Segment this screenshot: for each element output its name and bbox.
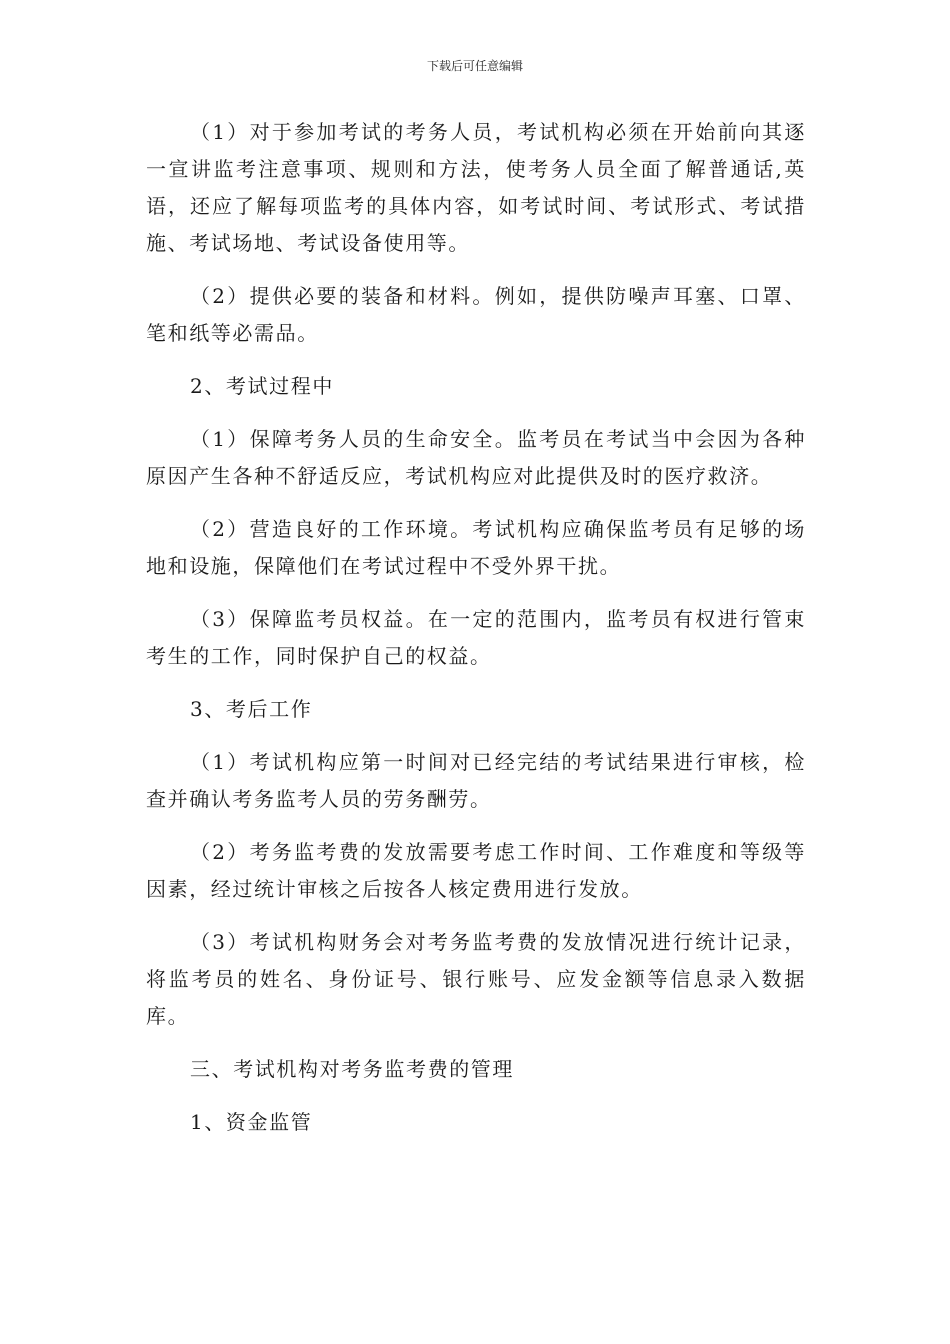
paragraph-staff-safety: （1）保障考务人员的生命安全。监考员在考试当中会因为各种原因产生各种不舒适反应，考试机构应对此提供及时的医疗救济。 xyxy=(146,427,806,488)
paragraph-proctor-rights: （3）保障监考员权益。在一定的范围内，监考员有权进行管束考生的工作，同时保护自己的权益。 xyxy=(146,607,806,668)
document-body xyxy=(146,114,806,1157)
section-heading-post-exam: 3、考后工作 xyxy=(190,697,313,721)
section-heading-during-exam: 2、考试过程中 xyxy=(190,374,334,398)
paragraph-exam-staff-briefing: （1）对于参加考试的考务人员，考试机构必须在开始前向其逐一宣讲监考注意事项、规则和方法，使考务人员全面了解普通话,英语，还应了解每项监考的具体内容，如考试时间、考试形式、考试措施、考试场地、考试设备使用等。 xyxy=(146,120,806,255)
paragraph-work-environment: （2）营造良好的工作环境。考试机构应确保监考员有足够的场地和设施，保障他们在考试过程中不受外界干扰。 xyxy=(146,517,806,578)
paragraph-result-review: （1）考试机构应第一时间对已经完结的考试结果进行审核，检查并确认考务监考人员的劳务酬劳。 xyxy=(146,750,806,811)
page-header-note: 下载后可任意编辑 xyxy=(426,59,523,73)
paragraph-equipment-materials: （2）提供必要的装备和材料。例如，提供防噪声耳塞、口罩、笔和纸等必需品。 xyxy=(146,284,806,345)
section-heading-fee-management: 三、考试机构对考务监考费的管理 xyxy=(190,1057,514,1081)
paragraph-finance-records: （3）考试机构财务会对考务监考费的发放情况进行统计记录，将监考员的姓名、身份证号、银行账号、应发金额等信息录入数据库。 xyxy=(146,930,806,1028)
section-heading-fund-supervision: 1、资金监管 xyxy=(190,1110,313,1134)
paragraph-fee-distribution: （2）考务监考费的发放需要考虑工作时间、工作难度和等级等因素，经过统计审核之后按各人核定费用进行发放。 xyxy=(146,840,806,901)
